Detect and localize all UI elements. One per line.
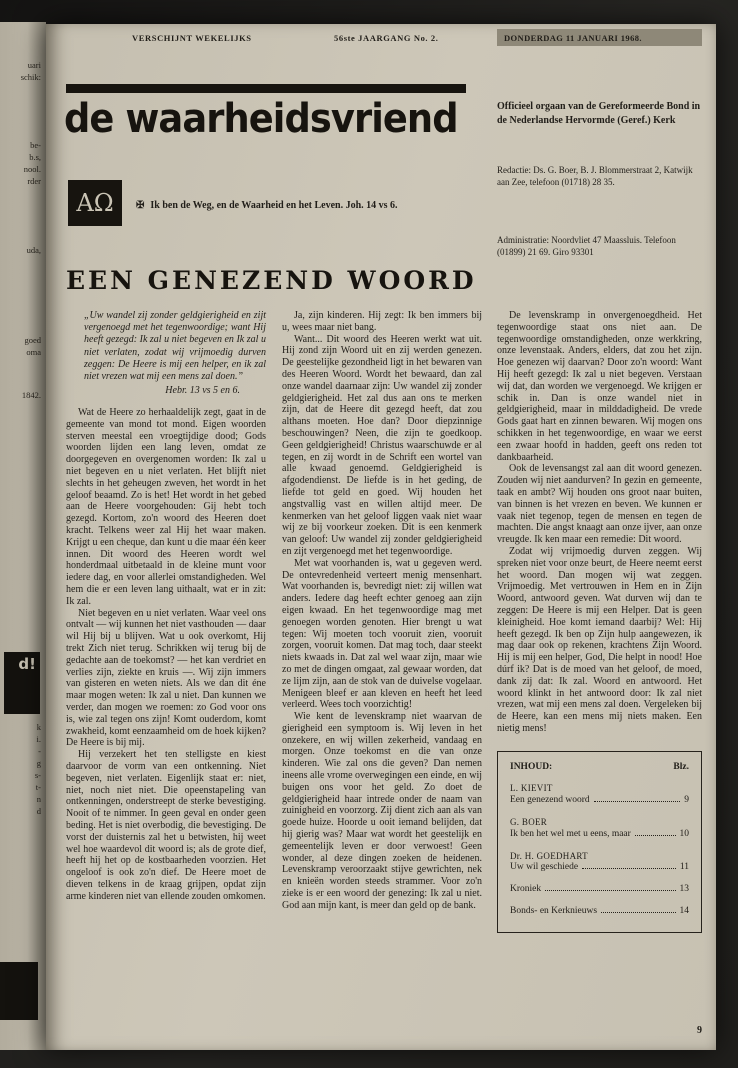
toc-entry-author: G. BOER	[510, 817, 548, 828]
edge-text-fragment: k	[36, 722, 41, 732]
dotted-leader	[582, 868, 676, 869]
article-headline: EEN GENEZEND WOORD	[66, 266, 477, 295]
toc-entry-page: 11	[679, 862, 689, 873]
dotted-leader	[635, 835, 676, 836]
article-paragraph: Zodat wij vrijmoedig durven zeggen. Wij spreken niet voor onze beurt, de Heere neemt eerst het woord. Dan mogen wij wat zeggen. Vrijmoedig. Met vertrouwen in Hem en in Zijn Woord, antwoord geven. Wat durven wij dan te zeggen: De Heere is mij een Helper. Dat is geen kleinigheid. Hoe komt iemand daarbij? Wel: Hij heeft gezegd. Ik ben op Zijn hulp aangewezen, ik mag daar ook op rekenen, krachtens Zijn Woord. Hij is mij een helper, God, Die helpt in nood! Hoe dúrf ik? Dat is de moed van het geloof, de moed, dank zij dat: Ik zal. Woord en antwoord. Het woord klinkt in het antwoord door: Ik zal niet vrezen, wat mij een mens zal doen. Vergeleken bij de Heere, kan een mens mij niets maken. Een nietig mens!	[497, 545, 702, 734]
header-volume-issue: 56ste JAARGANG No. 2.	[334, 33, 439, 43]
edge-text-fragment: t-	[35, 782, 41, 792]
edge-text-fragment: g	[36, 758, 41, 768]
toc-entry	[510, 884, 689, 896]
article-column-3	[497, 310, 702, 933]
header-frequency: VERSCHIJNT WEKELIJKS	[132, 33, 252, 43]
administratie-address: Administratie: Noordvliet 47 Maassluis. Telefoon (01899) 21 69. Giro 93301	[497, 235, 676, 257]
edge-black-corner-box	[0, 962, 38, 1020]
toc-entry	[510, 851, 689, 875]
edge-text-fragment: d	[36, 806, 41, 816]
scripture-quote: „Uw wandel zij zonder geldgierigheid en zijt vergenoegd met het tegenwoordige; want Hij heeft gezegd: Ik zal u niet begeven en Ik zal u niet verlaten, zodat wij vrijmoedig durven zeggen: De Heere is mij een helper, en ik zal niet vrezen wat mij een mens zal doen.”	[84, 310, 266, 383]
toc-entry-page: 10	[679, 828, 689, 839]
edge-advert-label: d!	[18, 655, 36, 673]
edge-text-fragment: schik:	[20, 72, 41, 82]
masthead-motto	[136, 200, 466, 211]
toc-page-label: Blz.	[673, 761, 689, 772]
article-paragraph: De levenskramp in onvergenoegdheid. Het tegenwoordige staat ons niet aan. De tegenwoordige omstandigheden, onze werkkring, onze levenstaak. Anders, elders, dat zou het zijn. Hoe genezen wij daarvan? Door zo'n woord: Want Hij heeft gezegd: Ik zal u niet begeven. Verstaan wij dat, dan worden we vergenoegd. We krijgen er schik in. Dan is onze wandel niet in geldgierigheid, maar in milddadigheid. De vrede Gods gaat hart en zinnen bewaren. Wij mogen ons schikken in het tegenwoordige, en waar we eerst een zwaar hoofd in hadden, geeft ons reden tot dankbaarheid.	[497, 310, 702, 463]
toc-entry	[510, 783, 689, 807]
edge-text-fragment: uari	[27, 60, 41, 70]
dotted-leader	[545, 890, 675, 891]
article-column-1	[66, 310, 266, 902]
table-of-contents-box	[497, 751, 702, 933]
edge-text-fragment: goed	[24, 335, 41, 345]
article-paragraph: Want... Dit woord des Heeren werkt wat uit. Hij zond zijn Woord uit en zij werden genezen. De geestelijke gezondheid ligt in het bewaren van des Heeren Woord. Wordt het bewaard, dan zal onze wandel daarnaar zijn: Uw wandel zij zonder geldgierigheid. Het zal dus aan ons te merken zijn, dat de Heere dit gezegd heeft, dat zou althans moeten. Hoe dan? Door diepzinnige beschouwingen? Neen, die zijn te goedkoop. Geen geldgierigheid! Christus waarschuwde er al tegen, en zij wordt in de Schrift een wortel van alle kwaad genoemd. Geldgierigheid is afgodendienst. De liefde is in het geding, de liefde tot geld en goed. Wij houden het angstvallig vast en willen altijd meer. De kenmerken van het geloof liggen vaak niet waar wij ze bij voorkeur zoeken. Dit is een kenmerk van geloof: Uw wandel zij zonder geldgierigheid en zijt vergenoegd met het tegenwoordige.	[282, 333, 482, 557]
article-column-2	[282, 310, 482, 912]
edge-text-fragment: -	[38, 746, 41, 756]
dotted-leader	[594, 801, 681, 802]
edge-advert-box	[4, 652, 40, 714]
toc-entry-title: Uw wil geschiede	[510, 862, 579, 873]
edge-text-fragment: s-	[34, 770, 41, 780]
toc-entry	[510, 817, 689, 841]
edge-text-fragment: b.s,	[29, 152, 41, 162]
masthead-title: de waarheidsvriend	[64, 96, 458, 142]
scripture-reference: Hebr. 13 vs 5 en 6.	[165, 385, 240, 397]
toc-entry-title: Een genezend woord	[510, 795, 590, 806]
redactie-address: Redactie: Ds. G. Boer, B. J. Blommerstraat 2, Katwijk aan Zee, telefoon (01718) 28 35.	[497, 165, 693, 187]
article-paragraph: Ja, zijn kinderen. Hij zegt: Ik ben immers bij u, wees maar niet bang.	[282, 310, 482, 333]
toc-entry-author: L. KIEVIT	[510, 783, 553, 794]
edge-text-fragment: be-	[30, 140, 41, 150]
alpha-omega-logo	[68, 180, 122, 226]
edge-text-fragment: i.	[36, 734, 41, 744]
header-date: DONDERDAG 11 JANUARI 1968.	[504, 32, 642, 43]
toc-entry-title: Ik ben het wel met u eens, maar	[510, 828, 631, 839]
cross-icon: ✠	[136, 200, 145, 211]
newspaper-page	[46, 24, 716, 1050]
toc-entry	[510, 906, 689, 918]
toc-entry-title: Bonds- en Kerknieuws	[510, 906, 598, 917]
toc-title: INHOUD:	[510, 761, 553, 772]
article-paragraph: Met wat voorhanden is, wat u gegeven werd. De ontevredenheid verteert menig mensenhart. Wat voorhanden is, bevredigt niet: zij willen wat anders. Iedere dag heeft echter genoeg aan zijn eigen kwaad. En het tegenwoordige mag met genoegen worden genoten. Hier brengt u wat tegen: Wij moeten toch vooruit zien, vooruit zorgen, vooruit komen. Dat mag toch, daar steekt niets kwaads in. Dat zal wel waar zijn, maar wie zo met de dingen omgaat, zal gewaar worden, dat ze lijm zijn, aan de stok van de duivelse vogelaar. Menigeen bleef er aan kleven en heeft het leed verleerd. Wees toch voorzichtig!	[282, 557, 482, 711]
toc-entry-page: 9	[684, 795, 689, 806]
edge-text-fragment: oma	[26, 347, 41, 357]
article-paragraph: Wie kent de levenskramp niet waarvan de gierigheid een symptoom is. Wij leven in het onzekere, en wij willen zekerheid, vandaag en morgen. Onze toekomst en die van onze kinderen. Wie zal ons die geven? Dan nemen ineens alle vrome overwegingen een einde, en wij buigen ons voor het geld. Zo doet de geldgierigheid haar intrede onder de naam van zuinigheid en voorzorg. Zij dient zich aan als van goede huize. Hoorde u ooit iemand belijden, dat hij gierig was? Maar wat wordt het geestelijk en gemeentelijk leven er door verwoest! Geen wonder, al deze dingen zoeken de heidenen. Levenskramp veroorzaakt stijve gewrichten, nek en knieën worden steeds strammer. Voor zo'n zieke is er een woord der genezing: Ik zal u niet. God aan mijn kant, is meer dan geld op de bank.	[282, 711, 482, 911]
toc-entry-page: 14	[679, 906, 689, 917]
official-organ-text: Officieel orgaan van de Gereformeerde Bond in de Nederlandse Hervormde (Geref.) Kerk	[497, 101, 701, 126]
edge-text-fragment: n	[36, 794, 41, 804]
toc-entry-title: Kroniek	[510, 884, 542, 895]
article-paragraph: Ook de levensangst zal aan dit woord genezen. Zouden wij niet aandurven? In gezin en gemeente, taak en ambt? Wij houden ons groot naar buiten, van binnen is het vrezen en beven. We kunnen er vaak niet tegenop, tegen de mensen en tegen de machten. Die angst knaagt aan onze ijver, aan onze vreugde. Ik ken maar een remedie: Dit woord.	[497, 463, 702, 546]
page-number: 9	[697, 1025, 702, 1036]
article-paragraph: Hij verzekert het ten stelligste en kiest daarvoor de vorm van een ontkenning. Niet begeven, niet verlaten. Eigenlijk staat er: niet, niet, noch niet niet. Die opeenstapeling van ontkenningen, onderstreept de sterke bevestiging. Nooit of te nimmer. In geen geval en onder geen beding. Het is niet overbodig, die bevestiging. De vorst der duisternis zal het u betwisten, hij weet wel hoe waardevol dit woord is; als de grote dief, heeft hij het op de kostbaarheden voorzien. Het ongeloof is ook zo'n dief. De Heere moet de dieven telkens in de kraag grijpen, opdat zijn arme kinderen niet van ellende zouden omkomen.	[66, 749, 266, 902]
toc-entry-page: 13	[679, 884, 689, 895]
alpha-omega-glyphs: ΑΩ	[76, 189, 114, 217]
header-date-band	[497, 29, 702, 46]
motto-text: Ik ben de Weg, en de Waarheid en het Leven. Joh. 14 vs 6.	[150, 200, 398, 211]
edge-text-fragment: nool.	[23, 164, 41, 174]
edge-text-fragment: uda,	[26, 245, 41, 255]
dotted-leader	[601, 912, 675, 913]
edge-text-fragment: 1842.	[21, 390, 41, 400]
toc-entry-author: Dr. H. GOEDHART	[510, 850, 588, 861]
masthead-rule	[66, 84, 466, 93]
article-paragraph: Wat de Heere zo herhaaldelijk zegt, gaat in de gemeente van mond tot mond. Eigen woorden sterven meestal een vroegtijdige dood; Gods woorden lijden een lang leven, omdat ze doorgegeven en overgenomen worden: Ik zal u niet begeven en u niet verlaten. Het blijft niet slechts in het geheugen zweven, het wordt in het geloof beaamd. Zo is het! Het wordt in het gebed aan de Heere voorgehouden: Gij hebt toch gezegd. Kortom, zo'n woord des Heeren doet kracht. Telkens weer zal Hij het waar maken. Krijgt u een cheque, dan kunt u die maar één keer innen. Dit woord des Heeren wordt wel honderdmaal uitbetaald in de kleine munt voor iedere dag, en voor allerlei omstandigheden. Wel hem die er een leven lang uithaalt, wat er in zit: Ik zal.	[66, 407, 266, 607]
edge-text-fragment: rder	[27, 176, 41, 186]
article-paragraph: Niet begeven en u niet verlaten. Waar veel ons ontvalt — wij kunnen het niet vasthouden — daar wil Hij bij u blijven. Wat u ook overkomt, Hij trekt Zich niet terug. Schrikken wij terug bij de gedachte aan de toekomst? — het kan verdriet en verlies zijn, ziekte en kruis —. Wij zijn immers van gisteren en weten niets. Als we dan dit éne maar mogen weten: Ik zal u niet. Dan kunnen we verder, dan mogen we roemen: zo God voor ons is, wie zal tegen ons zijn! Komt ouderdom, komt zwakheid, komt eenzaamheid om de hoek kijken? De Heere is bij mij.	[66, 607, 266, 749]
adjacent-page-edge	[0, 22, 46, 1050]
